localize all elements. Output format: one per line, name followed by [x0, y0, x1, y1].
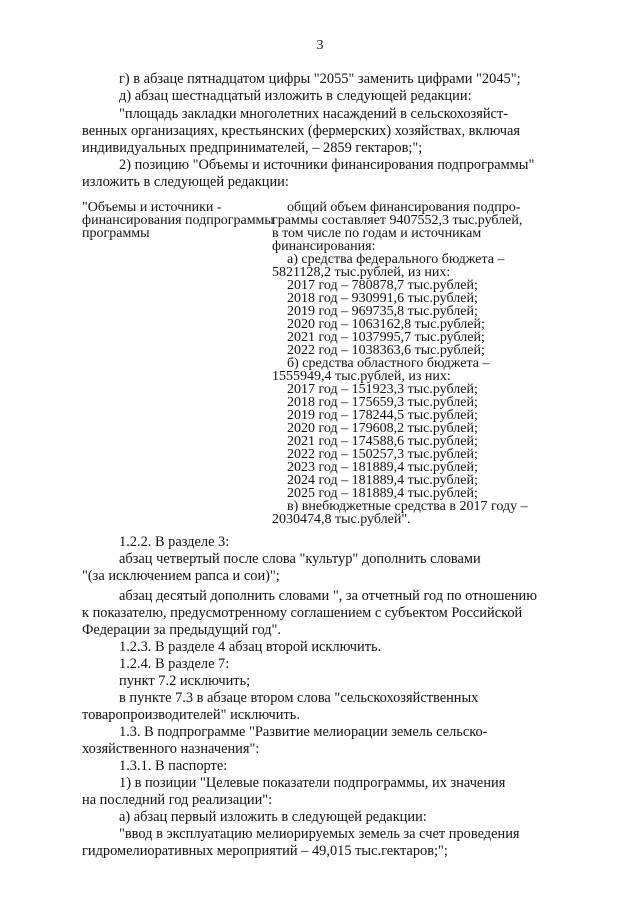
table-right-line: в том числе по годам и источникам: [272, 226, 482, 241]
paragraph-line: абзац десятый дополнить словами ", за отчетный год по отношению: [119, 588, 537, 604]
regional-budget-heading: 1555949,4 тыс.рублей, из них:: [272, 369, 451, 384]
paragraph-line: индивидуальных предпринимателей, – 2859 гектаров;";: [82, 140, 423, 156]
regional-year-row: 2018 год – 175659,3 тыс.рублей;: [287, 395, 478, 410]
federal-year-row: 2020 год – 1063162,8 тыс.рублей;: [287, 317, 485, 332]
paragraph-line: "площадь закладки многолетних насаждений в сельскохозяйст-: [119, 106, 509, 122]
paragraph-line: 1.2.2. В разделе 3:: [119, 534, 230, 550]
federal-budget-heading: 5821128,2 тыс.рублей, из них:: [272, 265, 451, 280]
table-right-line: финансирования:: [272, 239, 376, 254]
federal-year-row: 2022 год – 1038363,6 тыс.рублей;: [287, 343, 485, 358]
regional-year-row: 2017 год – 151923,3 тыс.рублей;: [287, 382, 478, 397]
regional-year-row: 2024 год – 181889,4 тыс.рублей;: [287, 473, 478, 488]
table-right-line: граммы составляет 9407552,3 тыс.рублей,: [272, 213, 523, 228]
federal-year-row: 2021 год – 1037995,7 тыс.рублей;: [287, 330, 485, 345]
paragraph-line: "ввод в эксплуатацию мелиорируемых земель за счет проведения: [119, 826, 520, 842]
paragraph-line: пункт 7.2 исключить;: [119, 673, 251, 689]
paragraph-line: г) в абзаце пятнадцатом цифры "2055" заменить цифрами "2045";: [119, 71, 521, 87]
paragraph-line: венных организациях, крестьянских (фермерских) хозяйствах, включая: [82, 123, 521, 139]
paragraph-line: гидромелиоративных мероприятий – 49,015 тыс.гектаров;";: [82, 843, 448, 859]
table-left-cell: финансирования подпрограммы: [82, 213, 274, 228]
regional-year-row: 2022 год – 150257,3 тыс.рублей;: [287, 447, 478, 462]
paragraph-line: 1.3.1. В паспорте:: [119, 758, 228, 774]
table-right-line: общий объем финансирования подпро-: [287, 200, 521, 215]
table-left-cell: "Объемы и источники -: [82, 200, 222, 215]
paragraph-line: Федерации за предыдущий год".: [82, 622, 282, 638]
paragraph-line: 2) позицию "Объемы и источники финансирования подпрограммы": [119, 157, 535, 173]
federal-year-row: 2018 год – 930991,6 тыс.рублей;: [287, 291, 478, 306]
federal-budget-heading: а) средства федерального бюджета –: [287, 252, 505, 267]
paragraph-line: 1.2.4. В разделе 7:: [119, 656, 230, 672]
paragraph-line: товаропроизводителей" исключить.: [82, 707, 300, 723]
regional-year-row: 2025 год – 181889,4 тыс.рублей;: [287, 486, 478, 501]
regional-budget-heading: б) средства областного бюджета –: [287, 356, 490, 371]
paragraph-line: 1.2.3. В разделе 4 абзац второй исключить.: [119, 639, 382, 655]
paragraph-line: на последний год реализации":: [82, 792, 273, 808]
paragraph-line: изложить в следующей редакции:: [82, 174, 289, 190]
page-number: 3: [316, 38, 324, 53]
regional-year-row: 2020 год – 179608,2 тыс.рублей;: [287, 421, 478, 436]
paragraph-line: 1.3. В подпрограмме "Развитие мелиорации земель сельско-: [119, 724, 488, 740]
paragraph-line: в пункте 7.3 в абзаце втором слова "сельскохозяйственных: [119, 690, 479, 706]
extrabudget-line: 2030474,8 тыс.рублей".: [272, 512, 411, 527]
federal-year-row: 2017 год – 780878,7 тыс.рублей;: [287, 278, 478, 293]
paragraph-line: 1) в позиции "Целевые показатели подпрограммы, их значения: [119, 775, 506, 791]
federal-year-row: 2019 год – 969735,8 тыс.рублей;: [287, 304, 478, 319]
paragraph-line: к показателю, предусмотренному соглашением с субъектом Российской: [82, 605, 523, 621]
table-left-cell: программы: [82, 226, 150, 241]
regional-year-row: 2023 год – 181889,4 тыс.рублей;: [287, 460, 478, 475]
paragraph-line: хозяйственного назначения":: [82, 741, 260, 757]
regional-year-row: 2021 год – 174588,6 тыс.рублей;: [287, 434, 478, 449]
paragraph-line: абзац четвертый после слова "культур" дополнить словами: [119, 551, 481, 567]
paragraph-line: "(за исключением рапса и сои)";: [82, 568, 280, 584]
paragraph-line: а) абзац первый изложить в следующей редакции:: [119, 809, 427, 825]
regional-year-row: 2019 год – 178244,5 тыс.рублей;: [287, 408, 478, 423]
extrabudget-line: в) внебюджетные средства в 2017 году –: [287, 499, 528, 514]
paragraph-line: д) абзац шестнадцатый изложить в следующей редакции:: [119, 88, 472, 104]
